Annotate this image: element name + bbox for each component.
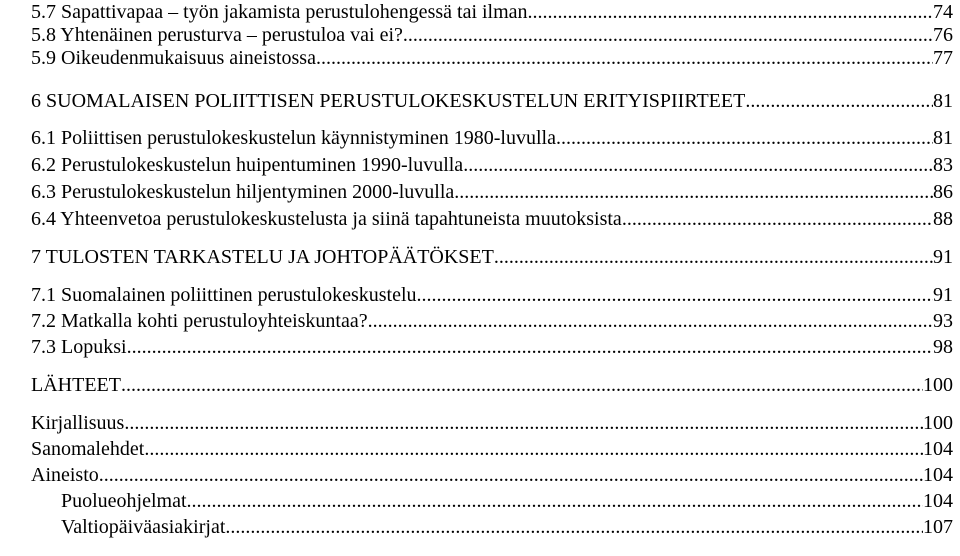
toc-entry-sanomalehdet <box>0 436 953 462</box>
toc-entry-number: 7.2 <box>31 310 56 332</box>
toc-leader-dots <box>494 244 933 270</box>
toc-leader-dots <box>316 45 933 71</box>
toc-entry-number: 6 <box>31 90 41 112</box>
toc-leader-dots <box>187 488 923 514</box>
toc-page-number: 76 <box>933 24 953 46</box>
toc-entry-kirjallisuus <box>0 410 953 436</box>
toc-entry-number: 5.8 <box>31 24 56 46</box>
toc-entry-number: 6.1 <box>31 127 56 149</box>
toc-entry-title: Perustulokeskustelun huipentuminen 1990-luvulla <box>61 154 464 176</box>
toc-leader-dots <box>121 372 923 398</box>
toc-entry-title: Sapattivapaa – työn jakamista perustulohengessä tai ilman <box>61 1 528 23</box>
toc-entry-number: 5.7 <box>31 1 56 23</box>
toc-leader-dots <box>417 282 933 308</box>
toc-leader-dots <box>144 436 923 462</box>
toc-entry-title: Perustulokeskustelun hiljentyminen 2000-luvulla <box>61 181 455 203</box>
toc-page-number: 81 <box>933 127 953 149</box>
toc-entry-6-3 <box>0 179 953 205</box>
toc-page-number: 91 <box>933 246 953 268</box>
toc-entry-puolueohjelmat <box>0 488 953 514</box>
toc-leader-dots <box>556 125 933 151</box>
toc-page-number: 86 <box>933 181 953 203</box>
toc-entry-title: Puolueohjelmat <box>61 490 187 512</box>
toc-chapter-6 <box>0 88 953 114</box>
toc-entry-number: 5.9 <box>31 47 56 69</box>
toc-leader-dots <box>124 410 923 436</box>
toc-page-number: 74 <box>933 1 953 23</box>
toc-page-number: 81 <box>933 90 953 112</box>
toc-leader-dots <box>127 334 933 360</box>
toc-page-number: 93 <box>933 310 953 332</box>
toc-leader-dots <box>454 179 933 205</box>
toc-page-number: 100 <box>923 412 953 434</box>
toc-entry-title: Aineisto <box>31 464 99 486</box>
toc-page-number: 77 <box>933 47 953 69</box>
toc-entry-7-1 <box>0 282 953 308</box>
toc-entry-title: SUOMALAISEN POLIITTISEN PERUSTULOKESKUSTELUN ERITYISPIIRTEET <box>46 90 746 112</box>
toc-page-number: 104 <box>923 490 953 512</box>
toc-entry-number: 6.3 <box>31 181 56 203</box>
toc-leader-dots <box>745 88 933 114</box>
toc-entry-5-9 <box>0 45 953 71</box>
toc-entry-number: 7.3 <box>31 336 56 358</box>
toc-entry-number: 6.2 <box>31 154 56 176</box>
toc-entry-valtiopaivaasiakirjat <box>0 514 953 540</box>
toc-page-number: 83 <box>933 154 953 176</box>
toc-page-number: 107 <box>923 516 953 538</box>
toc-page-number: 104 <box>923 464 953 486</box>
toc-entry-aineisto <box>0 462 953 488</box>
toc-page-number: 104 <box>923 438 953 460</box>
toc-entry-title: Sanomalehdet <box>31 438 145 460</box>
toc-entry-6-4 <box>0 206 953 232</box>
toc-entry-title: Kirjallisuus <box>31 412 125 434</box>
toc-entry-title: Valtiopäiväasiakirjat <box>61 516 226 538</box>
toc-page-number: 98 <box>933 336 953 358</box>
toc-page-number: 100 <box>923 374 953 396</box>
toc-leader-dots <box>463 152 933 178</box>
toc-entry-number: 7.1 <box>31 284 56 306</box>
toc-entry-6-2 <box>0 152 953 178</box>
toc-entry-title: TULOSTEN TARKASTELU JA JOHTOPÄÄTÖKSET <box>45 246 494 268</box>
toc-leader-dots <box>99 462 923 488</box>
toc-leader-dots <box>225 514 923 540</box>
toc-entry-title: Suomalainen poliittinen perustulokeskustelu <box>61 284 417 306</box>
toc-page-number: 91 <box>933 284 953 306</box>
toc-entry-title: Matkalla kohti perustuloyhteiskuntaa? <box>61 310 368 332</box>
toc-entry-title: Oikeudenmukaisuus aineistossa <box>61 47 316 69</box>
toc-chapter-lahteet <box>0 372 953 398</box>
toc-entry-title: LÄHTEET <box>31 374 121 396</box>
toc-chapter-7 <box>0 244 953 270</box>
toc-page-number: 88 <box>933 208 953 230</box>
toc-leader-dots <box>622 206 933 232</box>
toc-leader-dots <box>368 308 933 334</box>
toc-entry-title: Yhteenvetoa perustulokeskustelusta ja siinä tapahtuneista muutoksista <box>60 208 622 230</box>
toc-entry-6-1 <box>0 125 953 151</box>
toc-entry-7-3 <box>0 334 953 360</box>
toc-entry-7-2 <box>0 308 953 334</box>
toc-entry-number: 7 <box>31 246 41 268</box>
toc-entry-title: Yhtenäinen perusturva – perustuloa vai ei? <box>60 24 403 46</box>
toc-entry-number: 6.4 <box>31 208 56 230</box>
toc-entry-title: Lopuksi <box>61 336 127 358</box>
toc-entry-title: Poliittisen perustulokeskustelun käynnistyminen 1980-luvulla <box>61 127 556 149</box>
